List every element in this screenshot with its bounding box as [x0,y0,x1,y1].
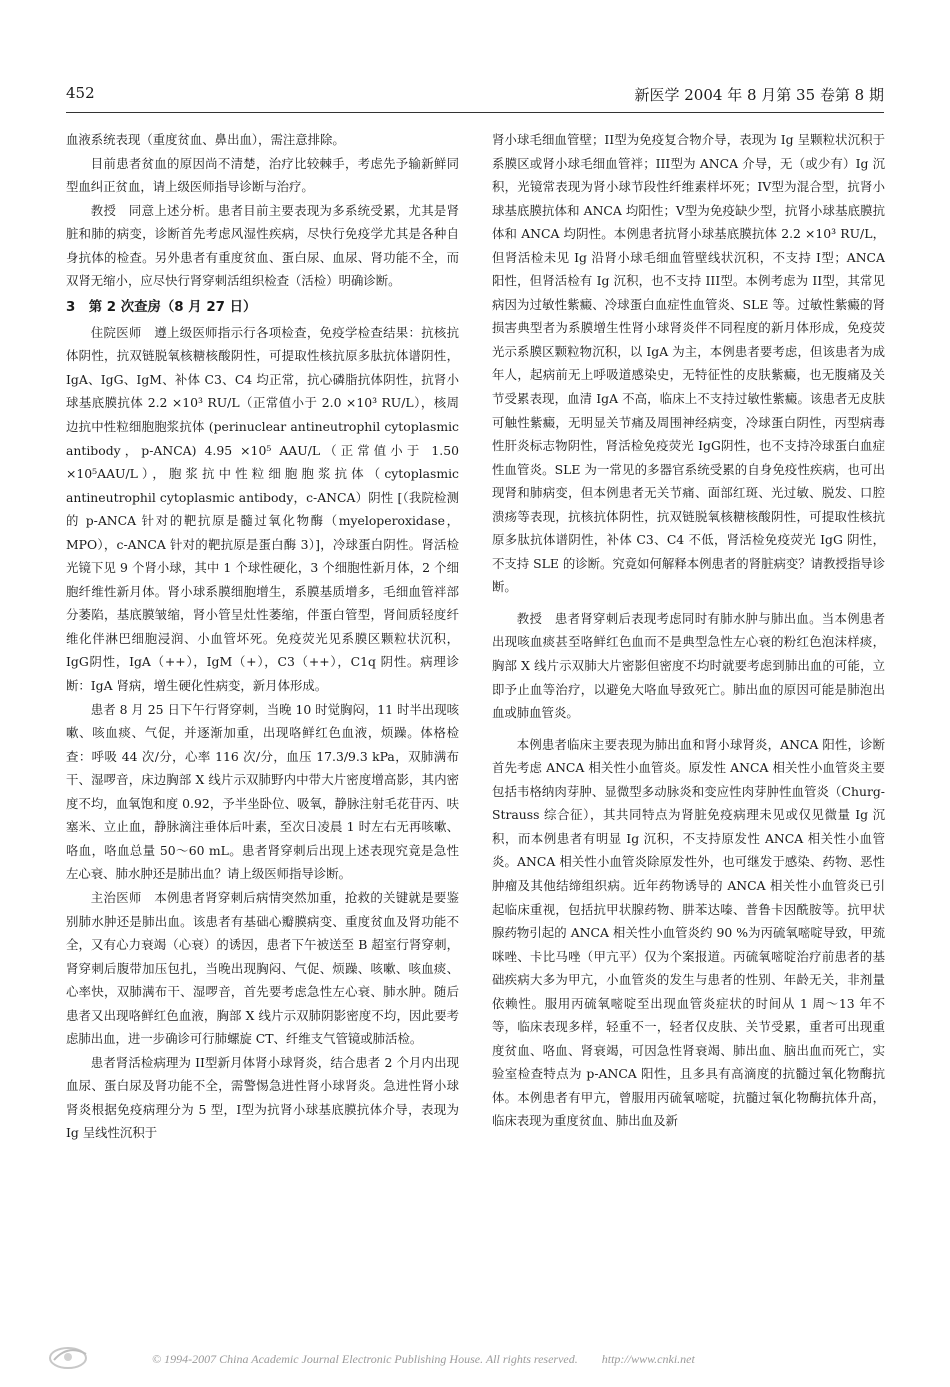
right-column [492,128,885,1133]
paragraph: 肾小球毛细血管壁；II型为免疫复合物介导，表现为 Ig 呈颗粒状沉积于系膜区或肾小球毛细血管袢；III型为 ANCA 介导，无（或少有）Ig 沉积，光镜常表现为肾小球节段性纤维素样坏死；IV型为混合型，抗肾小球基底膜抗体和 ANCA 均阳性；V型为免疫缺少型，抗肾小球基底膜抗体和 ANCA 均阴性。本例患者抗肾小球基底膜抗体 2.2 ×10³ RU/L，但肾活检未见 Ig 沿肾小球毛细血管壁线状沉积，不支持 I型；ANCA 阳性，但肾活检有 Ig 沉积，也不支持 III型。本例考虑为 II型，其常见病因为过敏性紫癜、冷球蛋白血症性血管炎、SLE 等。过敏性紫癜的肾损害典型者为系膜增生性肾小球肾炎伴不同程度的新月体形成，免疫荧光示系膜区颗粒物沉积，以 IgA 为主，本例患者要考虑，但该患者为成年人，起病前无上呼吸道感染史，无特征性的皮肤紫癜，也无腹痛及关节受累表现，血清 IgA 不高，临床上不支持过敏性紫癜。该患者无皮肤可触性紫癜，无明显关节痛及周围神经病变，冷球蛋白阴性，丙型病毒性肝炎标志物阴性，肾活检免疫荧光 IgG阴性，也不支持冷球蛋白血症性血管炎。SLE 为一常见的多器官系统受累的自身免疫性疾病，也可出现肾和肺病变，但本例患者无关节痛、面部红斑、光过敏、脱发、口腔溃疡等表现，抗核抗体阴性，抗双链脱氧核糖核酸阴性，可提取性核抗原多肽抗体谱阴性，补体 C3、C4 不低，肾活检免疫荧光 IgG 阴性，不支持 SLE 的诊断。究竟如何解释本例患者的肾脏病变？请教授指导诊断。 [492,132,885,595]
running-header [66,84,884,108]
paragraph: 本例患者临床主要表现为肺出血和肾小球肾炎，ANCA 阳性，诊断首先考虑 ANCA 相关性小血管炎。原发性 ANCA 相关性小血管炎主要包括韦格纳肉芽肿、显微型多动脉炎和变应性肉芽肿性血管炎（Churg-Strauss 综合征），其共同特点为肾脏免疫病理未见或仅见微量 Ig 沉积，而本例患者有明显 Ig 沉积，不支持原发性 ANCA 相关性小血管炎。ANCA 相关性小血管炎除原发性外，也可继发于感染、药物、恶性肿瘤及其他结缔组织病。近年药物诱导的 ANCA 相关性小血管炎已引起临床重视，包括抗甲状腺药物、肼苯达嗪、普鲁卡因酰胺等。抗甲状腺药物引起的 ANCA 相关性小血管炎约 90 %为丙硫氧嘧啶导致，甲巯咪唑、卡比马唑（甲亢平）仅为个案报道。丙硫氧嘧啶治疗前患者的基础疾病大多为甲亢，小血管炎的发生与患者的性别、年龄无关，非剂量依赖性。服用丙硫氧嘧啶至出现血管炎症状的时间从 1 周～13 年不等，临床表现多样，轻重不一，轻者仅皮肤、关节受累，重者可出现重度贫血、咯血、肾衰竭，可因急性肾衰竭、肺出血、脑出血而死亡，实验室检查特点为 p-ANCA 阳性，且多具有高滴度的抗髓过氧化物酶抗体。本例患者有甲亢，曾服用丙硫氧嘧啶，抗髓过氧化物酶抗体升高，临床表现为重度贫血、肺出血及新 [492,736,885,1129]
paragraph: 教授 同意上述分析。患者目前主要表现为多系统受累，尤其是肾脏和肺的病变，诊断首先考虑风湿性疾病，尽快行免疫学尤其是各种自身抗体的检查。另外患者有重度贫血、蛋白尿、血尿、肾功能不全，而双肾无缩小，应尽快行肾穿刺活组织检查（活检）明确诊断。 [66,202,459,289]
page-footer [40,1340,910,1376]
paragraph: 主治医师 本例患者肾穿刺后病情突然加重，抢救的关键就是要鉴别肺水肿还是肺出血。该患者有基础心瓣膜病变、重度贫血及肾功能不全，又有心力衰竭（心衰）的诱因，患者下午被送至 B 超室行肾穿刺，肾穿刺后腹带加压包扎，当晚出现胸闷、气促、烦躁、咳嗽、咳血痰、心率快，双肺满布干、湿啰音，首先要考虑急性左心衰、肺水肿。随后患者又出现咯鲜红色血液，胸部 X 线片示双肺阴影密度不均，因此要考虑肺出血，进一步确诊可行肺螺旋 CT、纤维支气管镜或肺活检。 [66,889,459,1047]
left-column [66,128,459,1145]
paragraph: 患者肾活检病理为 II型新月体肾小球肾炎，结合患者 2 个月内出现血尿、蛋白尿及肾功能不全，需警惕急进性肾小球肾炎。急进性肾小球肾炎根据免疫病理分为 5 型，I型为抗肾小球基底膜抗体介导，表现为 Ig 呈线性沉积于 [66,1054,459,1141]
header-rule [66,112,884,113]
copyright-notice: © 1994-2007 China Academic Journal Electronic Publishing House. All rights reserved. http://www.cnki.net [152,1352,695,1366]
paragraph: 目前患者贫血的原因尚不清楚，治疗比较棘手，考虑先予输新鲜同型血纠正贫血，请上级医师指导诊断与治疗。 [66,155,459,195]
page-number: 452 [66,84,95,102]
paragraph: 住院医师 遵上级医师指示行各项检查，免疫学检查结果：抗核抗体阴性，抗双链脱氧核糖核酸阴性，可提取性核抗原多肽抗体谱阴性，IgA、IgG、IgM、补体 C3、C4 均正常，抗心磷脂抗体阴性，抗肾小球基底膜抗体 2.2 ×10³ RU/L（正常值小于 2.0 ×10³ RU/L），核周边抗中性粒细胞胞浆抗体 (perinuclear antineutrophil cytoplasmic antibody，p-ANCA) 4.95 ×10⁵ AAU/L（正常值小于 1.50 ×10⁵AAU/L），胞浆抗中性粒细胞胞浆抗体（cytoplasmic antineutrophil cytoplasmic antibody，c-ANCA）阴性 [（我院检测的 p-ANCA 针对的靶抗原是髓过氧化物酶（myeloperoxidase，MPO），c-ANCA 针对的靶抗原是蛋白酶 3）]，冷球蛋白阴性。肾活检光镜下见 9 个肾小球，其中 1 个球性硬化，3 个细胞性新月体，2 个细胞纤维性新月体。肾小球系膜细胞增生，系膜基质增多，毛细血管袢部分萎陷，基底膜皱缩，肾小管呈灶性萎缩，伴蛋白管型，肾间质轻度纤维化伴淋巴细胞浸润、小血管坏死。免疫荧光见系膜区颗粒状沉积，IgG阴性，IgA（++），IgM（+），C3（++），C1q 阴性。病理诊断：IgA 肾病，增生硬化性病变，新月体形成。 [66,324,459,694]
publisher-logo-icon [46,1340,94,1372]
paragraph: 患者 8 月 25 日下午行肾穿刺，当晚 10 时觉胸闷，11 时半出现咳嗽、咳血痰、气促，并逐渐加重，出现咯鲜红色血液，烦躁。体格检查：呼吸 44 次/分，心率 116 次/分，血压 17.3/9.3 kPa，双肺满布干、湿啰音，床边胸部 X 线片示双肺野内中带大片密度增高影，其内密度不均，血氧饱和度 0.92，予半坐卧位、吸氧，静脉注射毛花苷丙、呋塞米、立止血，静脉滴注垂体后叶素，至次日凌晨 1 时左右无再咳嗽、咯血，咯血总量 50～60 mL。患者肾穿刺后出现上述表现究竟是急性左心衰、肺水肿还是肺出血？请上级医师指导诊断。 [66,701,459,882]
paragraph: 血液系统表现（重度贫血、鼻出血），需注意排除。 [66,132,345,147]
paragraph: 教授 患者肾穿刺后表现考虑同时有肺水肿与肺出血。当本例患者出现咳血痰甚至咯鲜红色血而不是典型急性左心衰的粉红色泡沫样痰，胸部 X 线片示双肺大片密影但密度不均时就要考虑到肺出血的可能，立即予止血等治疗，以避免大咯血导致死亡。肺出血的原因可能是肺泡出血或肺血管炎。 [492,610,885,721]
section-heading: 3 第 2 次查房（8 月 27 日） [66,299,257,315]
journal-issue: 新医学 2004 年 8 月第 35 卷第 8 期 [634,86,884,104]
